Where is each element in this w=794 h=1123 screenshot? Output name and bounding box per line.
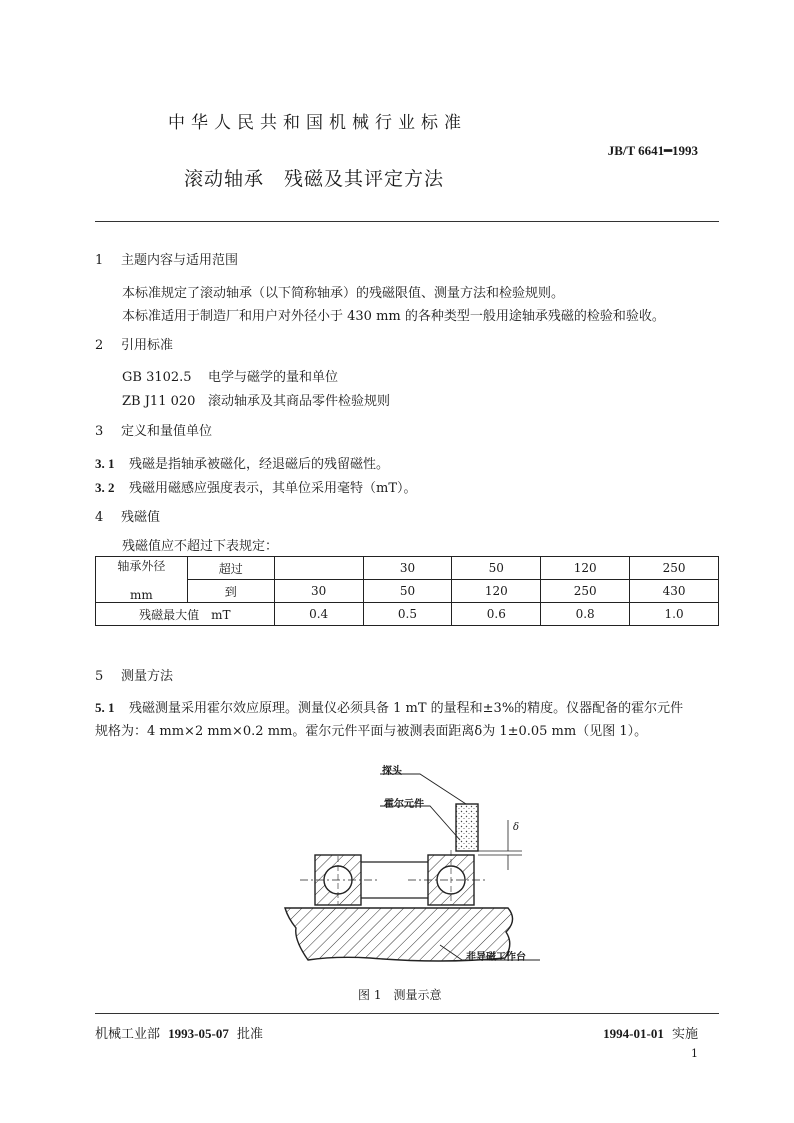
section-title: 主题内容与适用范围 — [121, 253, 239, 268]
clause-text: 残磁是指轴承被磁化，经退磁后的残留磁性。 — [129, 457, 390, 472]
table-cell: 30 — [274, 580, 363, 603]
row-label-top: 轴承外径 — [117, 559, 166, 573]
section-number: 1 — [95, 253, 104, 268]
section-2-heading — [95, 337, 173, 355]
table-cell — [274, 557, 363, 580]
over-label: 超过 — [187, 557, 274, 580]
issuer: 机械工业部 — [95, 1027, 161, 1042]
table-cell: 0.5 — [363, 603, 452, 626]
effective-label: 实施 — [671, 1027, 698, 1042]
table-row — [96, 603, 719, 626]
label-probe: 探头 — [382, 766, 402, 777]
approve-label: 批准 — [236, 1027, 263, 1042]
table-cell: 250 — [630, 557, 719, 580]
header-rule — [95, 221, 719, 222]
section-number: 4 — [95, 510, 104, 525]
section-title: 残磁值 — [121, 510, 161, 525]
max-label: 残磁最大值 mT — [96, 603, 275, 626]
reference-code: ZB J11 020 — [122, 394, 196, 409]
section-number: 2 — [95, 338, 104, 353]
table-cell: 430 — [630, 580, 719, 603]
standard-name: 中华人民共和国机械行业标准 — [168, 113, 467, 133]
measurement-diagram — [280, 760, 540, 975]
section-title: 引用标准 — [121, 338, 174, 353]
table-cell: 120 — [541, 557, 630, 580]
row-label-unit: mm — [130, 588, 153, 602]
table-cell: 0.4 — [274, 603, 363, 626]
footer-rule — [95, 1013, 719, 1014]
clause-5-1 — [95, 699, 683, 718]
section-1-heading — [95, 252, 238, 270]
residual-magnetism-table — [95, 556, 719, 626]
table-cell: 0.8 — [541, 603, 630, 626]
table-row — [96, 557, 719, 580]
table-cell: 50 — [452, 557, 541, 580]
to-label: 到 — [187, 580, 274, 603]
clause-3-2 — [95, 479, 417, 498]
section-3-heading — [95, 423, 212, 441]
clause-text-continued: 规格为：4 mm×2 mm×0.2 mm。霍尔元件平面与被测表面距离δ为 1±0.05 mm（见图 1）。 — [95, 724, 648, 739]
clause-text: 残磁测量采用霍尔效应原理。测量仪必须具备 1 mT 的量程和±3%的精度。仪器配备的霍尔元件 — [129, 701, 684, 716]
table-row — [96, 580, 719, 603]
clause-number: 5. 1 — [95, 700, 115, 715]
footer-effective — [603, 1023, 698, 1042]
section-title: 测量方法 — [121, 669, 174, 684]
table-cell: 1.0 — [630, 603, 719, 626]
table-cell: 250 — [541, 580, 630, 603]
figure-caption: 图 1 测量示意 — [358, 988, 442, 1002]
reference-item — [122, 393, 390, 411]
row-label-cell — [96, 557, 188, 603]
document-title: 滚动轴承 残磁及其评定方法 — [184, 168, 445, 190]
clause-3-1 — [95, 455, 389, 474]
section-title: 定义和量值单位 — [121, 424, 213, 439]
label-hall-element: 霍尔元件 — [384, 799, 424, 810]
section-5-heading — [95, 668, 173, 686]
reference-code: GB 3102.5 — [122, 370, 192, 385]
paragraph: 本标准适用于制造厂和用户对外径小于 430 mm 的各种类型一般用途轴承残磁的检验和验收。 — [122, 309, 665, 324]
probe-shape — [456, 804, 478, 851]
section-4-heading — [95, 509, 160, 527]
page-number: 1 — [691, 1047, 698, 1060]
clause-number: 3. 1 — [95, 456, 115, 471]
footer-approval — [95, 1023, 263, 1042]
label-worktable: 非导磁工作台 — [466, 952, 526, 963]
paragraph: 本标准规定了滚动轴承（以下简称轴承）的残磁限值、测量方法和检验规则。 — [122, 286, 565, 301]
clause-text: 残磁用磁感应强度表示，其单位采用毫特（mT）。 — [129, 481, 417, 496]
reference-item — [122, 369, 338, 387]
effective-date: 1994-01-01 — [603, 1026, 664, 1041]
section-number: 3 — [95, 424, 104, 439]
section-number: 5 — [95, 669, 104, 684]
table-cell: 120 — [452, 580, 541, 603]
reference-text: 电学与磁学的量和单位 — [208, 370, 339, 385]
standard-code: JB/T 6641━1993 — [607, 143, 698, 158]
label-delta: δ — [513, 822, 520, 833]
table-cell: 50 — [363, 580, 452, 603]
figure-1 — [280, 760, 540, 979]
table-cell: 30 — [363, 557, 452, 580]
table-cell: 0.6 — [452, 603, 541, 626]
reference-text: 滚动轴承及其商品零件检验规则 — [208, 394, 391, 409]
clause-number: 3. 2 — [95, 480, 115, 495]
approve-date: 1993-05-07 — [168, 1026, 229, 1041]
table-intro: 残磁值应不超过下表规定： — [122, 539, 279, 554]
